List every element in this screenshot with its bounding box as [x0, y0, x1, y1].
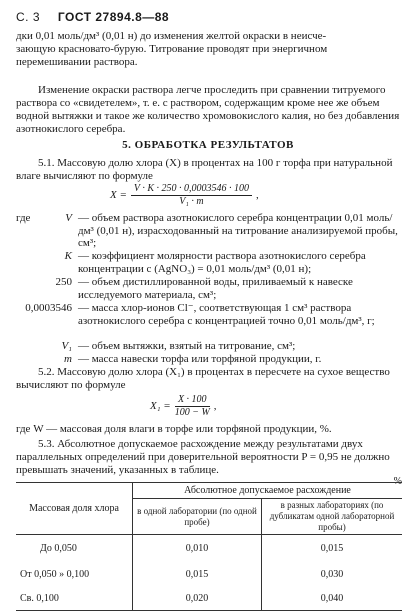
formula-denominator: 100 − W	[174, 407, 210, 418]
where-label: где	[16, 212, 31, 224]
text-line: перемешивании раствора.	[16, 56, 138, 68]
definition-text: — масса навески торфа или торфяной продукции, г.	[78, 353, 322, 365]
table-cell-value: 0,015	[262, 535, 403, 563]
formula-denominator: V₁ · m	[179, 196, 204, 207]
page-number: С. 3	[16, 10, 41, 24]
paragraph-5-2: 5.2. Массовую долю хлора (X₁) в процентах в пересчете на сухое вещество вычисляют по формуле	[16, 366, 390, 391]
column-header-multi-lab: в разных лабораториях (по дубликатам одной лабораторной пробы)	[262, 499, 403, 535]
definition-term: 250	[55, 276, 72, 288]
table-unit: %	[393, 476, 402, 487]
paragraph-continued	[16, 30, 402, 69]
table-cell-range: Св. 0,100	[16, 587, 133, 611]
table-cell-value: 0,040	[262, 587, 403, 611]
formula-comma: ,	[256, 189, 259, 201]
paragraph-5-1: 5.1. Массовую долю хлора (X) в процентах на 100 г торфа при натуральной влаге вычисляют по формуле	[16, 157, 393, 182]
formula-fraction	[175, 394, 210, 419]
text-line: зающую красновато-бурую. Титрование проводят при энергичном	[16, 43, 328, 55]
formula-lhs: X =	[110, 189, 127, 201]
definition-text: — объем вытяжки, взятый на титрование, см³;	[78, 340, 296, 352]
table-cell-range: От 0,050 » 0,100	[16, 563, 133, 587]
paragraph-color-change: Изменение окраски раствора легче проследить при сравнении титруемого раствора со «свидетелем», т. е. с раствором, содержащим кроме нее же объем водной вытяжки и такое же количество хромовокислого калия, но без добавления азотнокислого серебра.	[16, 84, 400, 135]
definition-row	[16, 212, 402, 250]
definition-text: — масса хлор-ионов Cl⁻, соответствующая 1 см³ раствора азотнокислого серебра с концентрацией точно 0,01 моль/дм³, г;	[78, 302, 375, 327]
column-group-header: Абсолютное допускаемое расхождение	[133, 483, 403, 499]
definition-text: — объем дистиллированной воды, приливаемый к навеске исследуемого материала, см³;	[78, 276, 353, 301]
formula-numerator: V · K · 250 · 0,0003546 · 100	[131, 183, 252, 196]
table-cell-value: 0,015	[133, 563, 262, 587]
table-cell-range: До 0,050	[16, 535, 133, 563]
table-cell-value: 0,030	[262, 563, 403, 587]
formula-fraction	[131, 183, 252, 208]
definition-row	[16, 276, 402, 301]
tolerance-table	[16, 482, 402, 611]
column-header-single-lab: в одной лаборатории (по одной пробе)	[133, 499, 262, 535]
definition-term: K	[64, 250, 72, 262]
standard-id: ГОСТ 27894.8—88	[57, 10, 170, 24]
formula-numerator: X · 100	[175, 394, 210, 407]
table-cell-value: 0,020	[133, 587, 262, 611]
formula-x	[110, 183, 259, 208]
table-row	[16, 535, 402, 563]
formula-lhs: X₁ =	[150, 400, 171, 412]
definition-term: V	[65, 212, 72, 224]
definition-term: m	[64, 353, 72, 365]
paragraph-5-3: 5.3. Абсолютное допускаемое расхождение между результатами двух параллельных определений при доверительной вероятности P = 0,95 не должно превышать значений, указанных в таблице.	[16, 438, 390, 476]
definition-row	[16, 340, 402, 353]
definition-term: V₁	[61, 340, 72, 352]
table-row	[16, 563, 402, 587]
definition-row	[16, 302, 402, 327]
column-header-range: Массовая доля хлора	[16, 483, 133, 535]
section-title: 5. ОБРАБОТКА РЕЗУЛЬТАТОВ	[122, 139, 294, 151]
definition-text: — объем раствора азотнокислого серебра концентрации 0,01 моль/дм³ (0,01 н), израсходованный на титрование анализируемой пробы, см³;	[78, 212, 398, 249]
definition-row	[16, 353, 402, 366]
definition-row	[16, 250, 402, 275]
text-line: дки 0,01 моль/дм³ (0,01 н) до изменения желтой окраски в неисче-	[16, 30, 327, 42]
page-header	[16, 10, 169, 24]
where-moisture: где W — массовая доля влаги в торфе или торфяной продукции, %.	[16, 423, 332, 435]
formula-comma: ,	[213, 400, 217, 412]
table-cell-value: 0,010	[133, 535, 262, 563]
formula-x1	[150, 394, 217, 419]
definition-term: 0,0003546	[25, 302, 72, 314]
definition-text: — коэффициент молярности раствора азотнокислого серебра концентрации c (AgNO₃) = 0,01 моль/дм³ (0,01 н);	[78, 250, 366, 275]
